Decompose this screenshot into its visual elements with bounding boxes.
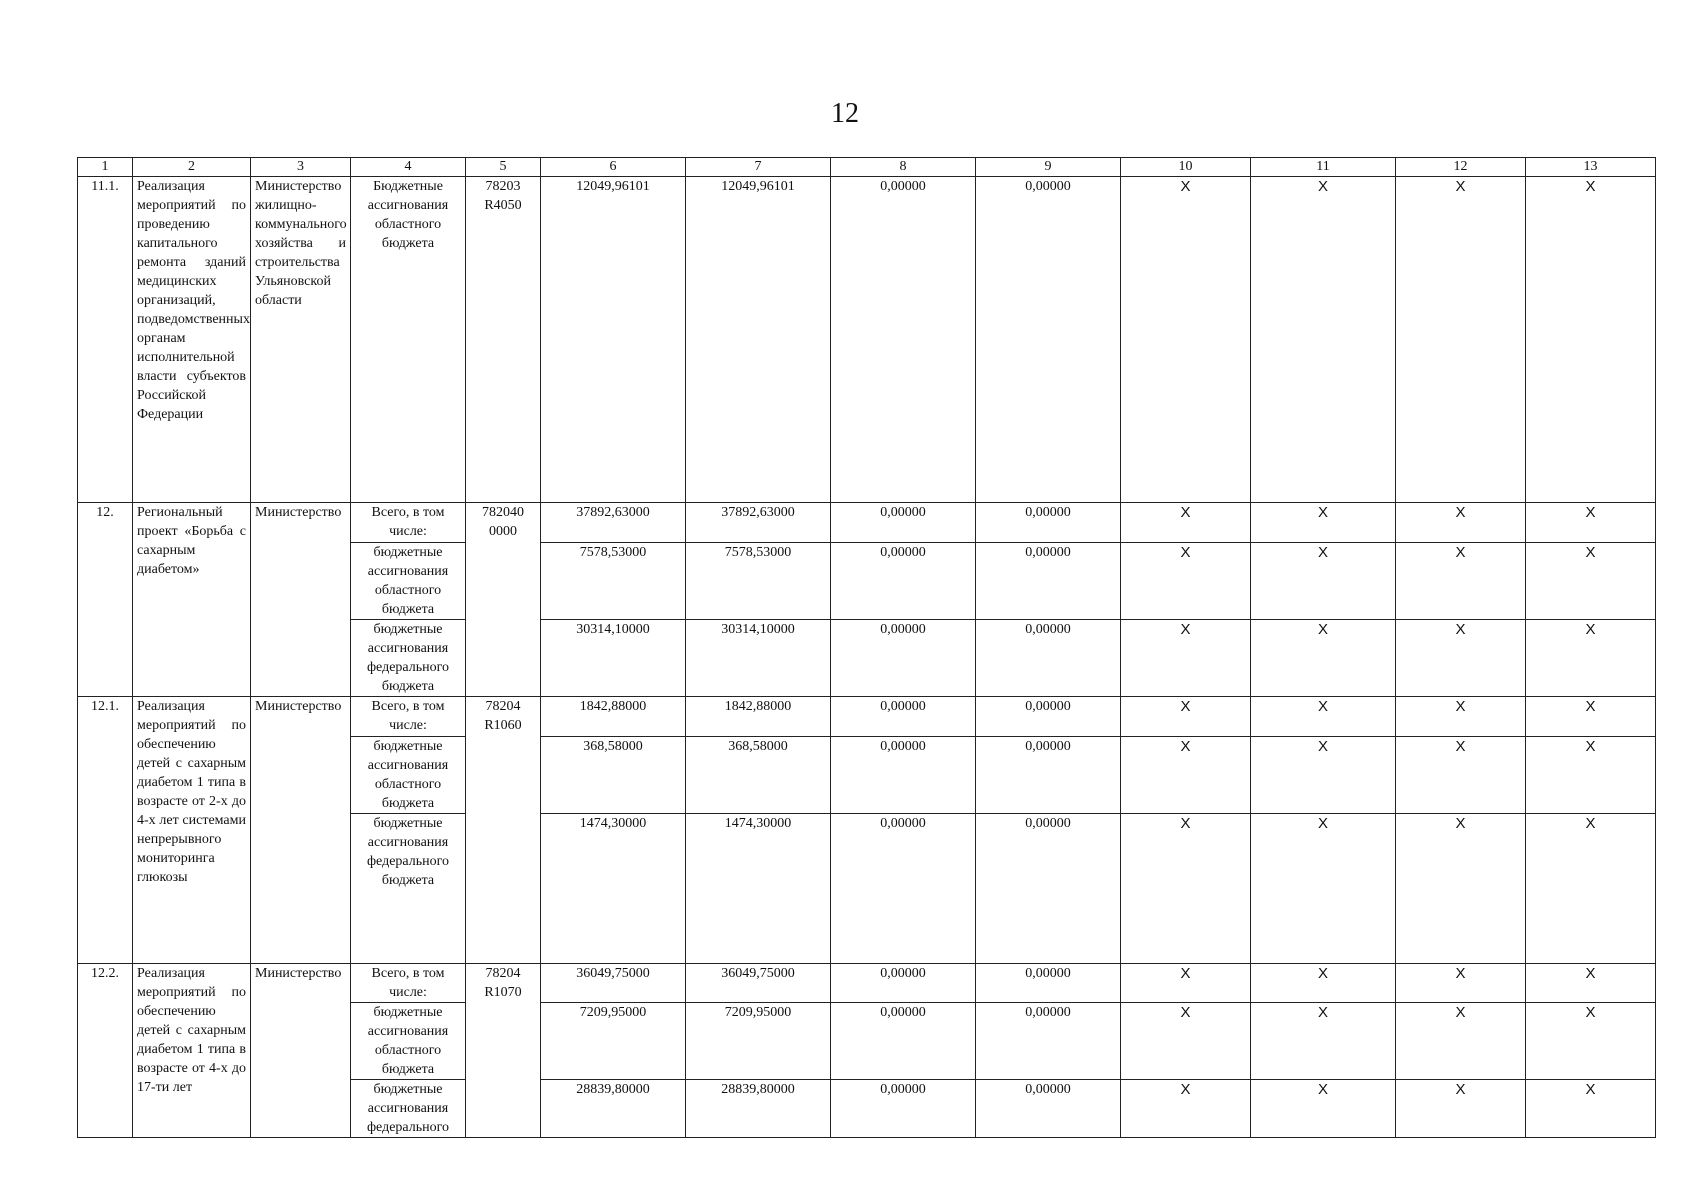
funding-source: бюджетные ассигнования областного бюджета <box>351 737 466 814</box>
table-row <box>78 964 1656 1003</box>
value-col9: 0,00000 <box>976 1080 1121 1138</box>
value-col7: 12049,96101 <box>686 177 831 503</box>
value-col9: 0,00000 <box>976 964 1121 1003</box>
x-mark: X <box>1121 503 1251 543</box>
column-header: 13 <box>1526 158 1656 177</box>
x-mark: X <box>1526 1003 1656 1080</box>
value-col8: 0,00000 <box>831 1080 976 1138</box>
value-col8: 0,00000 <box>831 814 976 964</box>
value-col8: 0,00000 <box>831 543 976 620</box>
measure-name: Реализация мероприятий по обеспечению детей с сахарным диабетом 1 типа в возрасте от 4-х до 17-ти лет <box>133 964 251 1138</box>
x-mark: X <box>1251 1003 1396 1080</box>
column-header: 4 <box>351 158 466 177</box>
value-col9: 0,00000 <box>976 503 1121 543</box>
budget-code: 78203 R4050 <box>466 177 541 503</box>
value-col9: 0,00000 <box>976 543 1121 620</box>
executor: Министерство <box>251 503 351 697</box>
funding-source: бюджетные ассигнования областного бюджета <box>351 543 466 620</box>
x-mark: X <box>1526 620 1656 697</box>
value-col7: 7209,95000 <box>686 1003 831 1080</box>
value-col7: 28839,80000 <box>686 1080 831 1138</box>
page-number: 12 <box>831 98 859 129</box>
x-mark: X <box>1526 697 1656 737</box>
value-col7: 37892,63000 <box>686 503 831 543</box>
value-col7: 36049,75000 <box>686 964 831 1003</box>
x-mark: X <box>1526 964 1656 1003</box>
measure-name: Региональный проект «Борьба с сахарным диабетом» <box>133 503 251 697</box>
x-mark: X <box>1121 543 1251 620</box>
column-header: 3 <box>251 158 351 177</box>
x-mark: X <box>1121 1003 1251 1080</box>
x-mark: X <box>1526 1080 1656 1138</box>
x-mark: X <box>1396 737 1526 814</box>
column-header: 2 <box>133 158 251 177</box>
x-mark: X <box>1251 543 1396 620</box>
value-col6: 36049,75000 <box>541 964 686 1003</box>
column-header: 1 <box>78 158 133 177</box>
value-col9: 0,00000 <box>976 814 1121 964</box>
x-mark: X <box>1526 543 1656 620</box>
value-col8: 0,00000 <box>831 697 976 737</box>
value-col9: 0,00000 <box>976 1003 1121 1080</box>
value-col7: 368,58000 <box>686 737 831 814</box>
executor: Министерство <box>251 697 351 964</box>
x-mark: X <box>1396 964 1526 1003</box>
column-header: 7 <box>686 158 831 177</box>
value-col9: 0,00000 <box>976 620 1121 697</box>
x-mark: X <box>1251 177 1396 503</box>
row-number: 12.1. <box>78 697 133 964</box>
x-mark: X <box>1121 620 1251 697</box>
x-mark: X <box>1526 737 1656 814</box>
x-mark: X <box>1251 620 1396 697</box>
row-number: 11.1. <box>78 177 133 503</box>
x-mark: X <box>1251 814 1396 964</box>
budget-code: 78204 R1060 <box>466 697 541 964</box>
x-mark: X <box>1121 177 1251 503</box>
value-col7: 30314,10000 <box>686 620 831 697</box>
value-col6: 7578,53000 <box>541 543 686 620</box>
column-header: 9 <box>976 158 1121 177</box>
row-number: 12. <box>78 503 133 697</box>
x-mark: X <box>1396 697 1526 737</box>
value-col8: 0,00000 <box>831 177 976 503</box>
column-header: 10 <box>1121 158 1251 177</box>
value-col8: 0,00000 <box>831 964 976 1003</box>
table-row <box>78 503 1656 543</box>
value-col6: 30314,10000 <box>541 620 686 697</box>
x-mark: X <box>1121 737 1251 814</box>
value-col8: 0,00000 <box>831 620 976 697</box>
column-number-row <box>78 158 1656 177</box>
funding-source: бюджетные ассигнования федерального <box>351 1080 466 1138</box>
value-col8: 0,00000 <box>831 503 976 543</box>
measure-name: Реализация мероприятий по проведению капитального ремонта зданий медицинских организаций, подведомственных органам исполнительной власти субъектов Российской Федерации <box>133 177 251 503</box>
budget-code: 78204 R1070 <box>466 964 541 1138</box>
funding-source: Всего, в том числе: <box>351 964 466 1003</box>
column-header: 6 <box>541 158 686 177</box>
x-mark: X <box>1396 543 1526 620</box>
column-header: 8 <box>831 158 976 177</box>
column-header: 12 <box>1396 158 1526 177</box>
funding-source: бюджетные ассигнования федерального бюджета <box>351 620 466 697</box>
x-mark: X <box>1121 814 1251 964</box>
value-col9: 0,00000 <box>976 177 1121 503</box>
measure-name: Реализация мероприятий по обеспечению детей с сахарным диабетом 1 типа в возрасте от 2-х до 4-х лет системами непрерывного мониторинга глюкозы <box>133 697 251 964</box>
x-mark: X <box>1396 1003 1526 1080</box>
executor: Министерство <box>251 964 351 1138</box>
value-col7: 7578,53000 <box>686 543 831 620</box>
x-mark: X <box>1396 620 1526 697</box>
value-col6: 1474,30000 <box>541 814 686 964</box>
value-col6: 37892,63000 <box>541 503 686 543</box>
funding-source: Всего, в том числе: <box>351 697 466 737</box>
x-mark: X <box>1396 503 1526 543</box>
column-header: 11 <box>1251 158 1396 177</box>
value-col8: 0,00000 <box>831 1003 976 1080</box>
x-mark: X <box>1526 177 1656 503</box>
value-col8: 0,00000 <box>831 737 976 814</box>
x-mark: X <box>1396 814 1526 964</box>
value-col6: 28839,80000 <box>541 1080 686 1138</box>
x-mark: X <box>1121 964 1251 1003</box>
value-col9: 0,00000 <box>976 737 1121 814</box>
row-number: 12.2. <box>78 964 133 1138</box>
x-mark: X <box>1121 1080 1251 1138</box>
value-col7: 1474,30000 <box>686 814 831 964</box>
value-col9: 0,00000 <box>976 697 1121 737</box>
x-mark: X <box>1251 737 1396 814</box>
budget-table <box>77 157 1656 1138</box>
funding-source: Бюджетные ассигнования областного бюджета <box>351 177 466 503</box>
x-mark: X <box>1251 503 1396 543</box>
x-mark: X <box>1251 964 1396 1003</box>
column-header: 5 <box>466 158 541 177</box>
executor: Министерство жилищно-коммунального хозяйства и строительства Ульяновской области <box>251 177 351 503</box>
x-mark: X <box>1396 1080 1526 1138</box>
value-col6: 12049,96101 <box>541 177 686 503</box>
value-col6: 1842,88000 <box>541 697 686 737</box>
x-mark: X <box>1526 814 1656 964</box>
funding-source: Всего, в том числе: <box>351 503 466 543</box>
value-col6: 368,58000 <box>541 737 686 814</box>
value-col6: 7209,95000 <box>541 1003 686 1080</box>
x-mark: X <box>1526 503 1656 543</box>
x-mark: X <box>1121 697 1251 737</box>
funding-source: бюджетные ассигнования федерального бюджета <box>351 814 466 964</box>
value-col7: 1842,88000 <box>686 697 831 737</box>
x-mark: X <box>1251 1080 1396 1138</box>
funding-source: бюджетные ассигнования областного бюджета <box>351 1003 466 1080</box>
budget-code: 782040 0000 <box>466 503 541 697</box>
table-row <box>78 177 1656 503</box>
x-mark: X <box>1251 697 1396 737</box>
x-mark: X <box>1396 177 1526 503</box>
table-row <box>78 697 1656 737</box>
